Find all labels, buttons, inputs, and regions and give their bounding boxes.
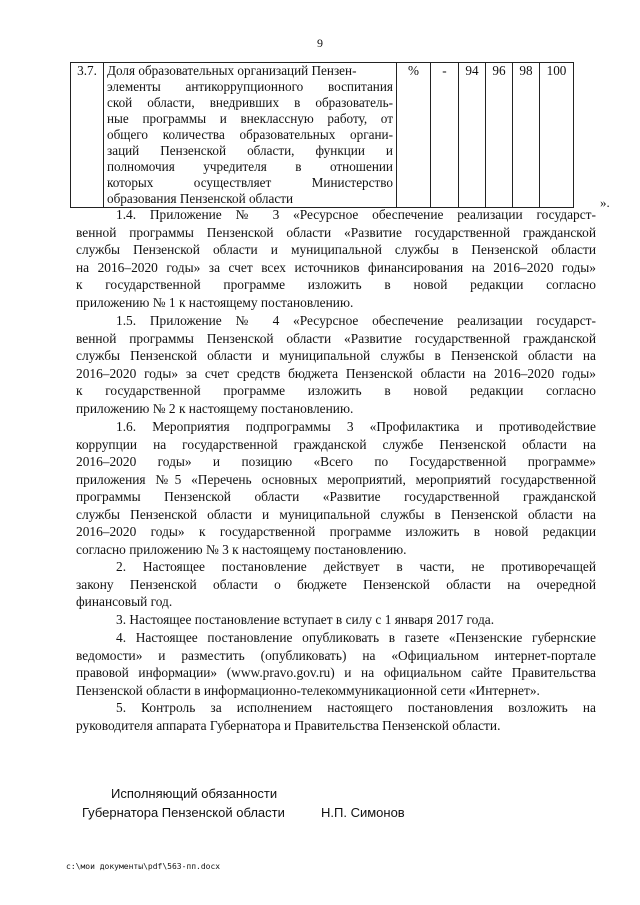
- page-number: 9: [317, 36, 323, 50]
- footer-file-path: c:\мои документы\pdf\563-пп.docx: [66, 862, 221, 871]
- text-line: 2. Настоящее постановление действует в части, не противоречащей: [116, 559, 596, 574]
- text-line: согласно приложению № 3 к настоящему постановлению.: [76, 541, 407, 557]
- text-line: 5. Контроль за исполнением настоящего постановления возложить на: [116, 700, 596, 715]
- text-line: финансовый год.: [76, 594, 173, 609]
- unit-cell: %: [397, 63, 431, 208]
- description-line: Доля образовательных организаций Пензен-: [107, 63, 357, 78]
- text-line: на 2016–2020 годы» за счет всех источников финансирования на 2016–2020 годы»: [76, 259, 596, 275]
- paragraph-2: [76, 558, 596, 611]
- description-line: которых осуществляет Министерство: [107, 175, 393, 190]
- text-line: 1.5. Приложение № 4 «Ресурсное обеспечение реализации государст-: [116, 313, 596, 328]
- closing-quote: ».: [600, 195, 610, 210]
- text-line: 1.4. Приложение № 3 «Ресурсное обеспечение реализации государст-: [116, 207, 596, 222]
- description-line: элементы антикоррупционного воспитания: [107, 79, 393, 94]
- text-line: 1.6. Мероприятия подпрограммы 3 «Профилактика и противодействие: [116, 419, 596, 434]
- paragraph-3: [76, 611, 596, 629]
- paragraph-5: [76, 699, 596, 734]
- text-line: 2016–2020 годы» за счет средств бюджета Пензенской области на 2016–2020 годы»: [76, 365, 596, 381]
- text-line: венной программы Пензенской области «Развитие государственной гражданской: [76, 330, 596, 346]
- value-cell: 96: [486, 63, 513, 208]
- text-line: службы Пензенской области и муниципальной службы в Пензенской области: [76, 242, 596, 257]
- signature-position-line: Губернатора Пензенской области: [82, 805, 285, 820]
- text-line: 3. Настоящее постановление вступает в силу с 1 января 2017 года.: [116, 612, 495, 627]
- paragraph-1-4: [76, 206, 596, 311]
- text-line: руководителя аппарата Губернатора и Правительства Пензенской области.: [76, 717, 501, 733]
- description-line: заций Пензенской области, функции и: [107, 143, 393, 158]
- text-line: ведомости» и разместить (опубликовать) на «Официальном интернет-портале: [76, 647, 596, 663]
- row-number-cell: 3.7.: [71, 63, 104, 208]
- signatory-name: Н.П. Симонов: [321, 805, 405, 820]
- text-line: приложению № 2 к настоящему постановлению.: [76, 400, 354, 416]
- text-line: 2016–2020 годы» и позицию «Всего по Государственной программе»: [76, 454, 596, 469]
- paragraph-1-5: [76, 312, 596, 417]
- value-cell: 98: [513, 63, 540, 208]
- text-line: к государственной программе изложить в новой редакции согласно: [76, 277, 596, 292]
- base-value-cell: -: [431, 63, 459, 208]
- signature-position-line: Исполняющий обязанности: [111, 786, 278, 801]
- indicator-table: [70, 62, 574, 208]
- text-line: Пензенской области в информационно-телекоммуникационной сети «Интернет».: [76, 682, 540, 698]
- text-line: 4. Настоящее постановление опубликовать в газете «Пензенские губернские: [116, 630, 596, 645]
- description-line: общего количества образовательных органи-: [107, 127, 393, 142]
- description-cell: [104, 63, 397, 208]
- text-line: правовой информации» (www.pravo.gov.ru) и на официальном сайте Правительства: [76, 665, 596, 680]
- text-line: программы Пензенской области «Развитие государственной гражданской: [76, 489, 596, 504]
- value-cell: 100: [540, 63, 574, 208]
- table-row: [71, 63, 574, 208]
- text-line: коррупции на государственной гражданской службе Пензенской области на: [76, 436, 596, 452]
- description-line: полномочия учредителя в отношении: [107, 159, 393, 174]
- text-line: службы Пензенской области и муниципальной службы в Пензенской области на: [76, 348, 596, 363]
- paragraph-1-6: [76, 418, 596, 558]
- text-line: приложения №5 «Перечень основных мероприятий, мероприятий государственной: [76, 471, 596, 487]
- value-cell: 94: [459, 63, 486, 208]
- description-line: ные программы и внеклассную работу, от: [107, 111, 393, 126]
- text-line: службы Пензенской области и муниципальной службы в Пензенской области на: [76, 506, 596, 522]
- paragraph-4: [76, 629, 596, 699]
- text-line: закону Пензенской области о бюджете Пензенской области на очередной: [76, 576, 596, 592]
- description-line: ской области, внедривших в образователь-: [107, 95, 393, 110]
- description-line: образования Пензенской области: [107, 191, 294, 206]
- text-line: приложению № 1 к настоящему постановлению.: [76, 294, 354, 310]
- text-line: 2016–2020 годы» к государственной программе изложить в новой редакции: [76, 524, 596, 539]
- text-line: венной программы Пензенской области «Развитие государственной гражданской: [76, 224, 596, 240]
- text-line: к государственной программе изложить в новой редакции согласно: [76, 383, 596, 398]
